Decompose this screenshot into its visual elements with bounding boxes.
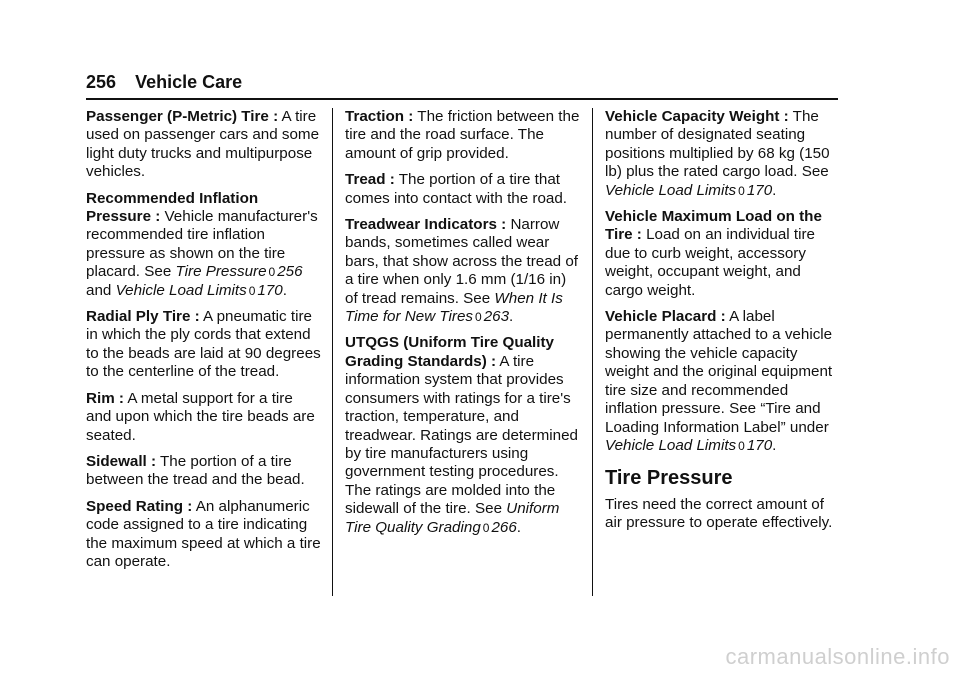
page-ref-number[interactable]: 170 [746,436,773,454]
definition-term: Vehicle Maximum Load on the Tire : [605,208,822,244]
definition-term: Vehicle Placard : [605,308,726,326]
definition-term: Rim : [86,389,124,407]
page-ref-icon: 0 [482,520,490,535]
cross-reference-link[interactable]: Tire Pressure [175,263,267,281]
cross-reference-link[interactable]: When It Is Time for New Tires [345,289,563,326]
definition-entry: Vehicle Maximum Load on the Tire : Load on an individual tire due to curb weight, accessory weight, occupant weight, and cargo weight. [605,208,822,299]
watermark: carmanualsonline.info [725,644,950,669]
definition-entry: Passenger (P-Metric) Tire : A tire used on passenger cars and some light duty trucks and multipurpose vehicles. [86,108,320,181]
cross-reference-link[interactable]: Vehicle Load Limits [605,436,737,454]
cross-reference-link[interactable]: Vehicle Load Limits [115,281,247,299]
definition-term: Treadwear Indicators : [345,216,507,234]
page-ref-icon: 0 [268,265,276,280]
section-paragraph: Tires need the correct amount of air pressure to operate effectively. [605,495,833,532]
page-ref-icon: 0 [738,438,745,453]
definition-term: Radial Ply Tire : [86,308,200,326]
page-ref-icon: 0 [248,283,256,298]
section-heading: Tire Pressure [605,467,733,490]
cross-reference-link[interactable]: Uniform Tire Quality Grading [345,500,560,536]
definition-entry: Vehicle Placard : A label permanently attached to a vehicle showing the vehicle capacity weight and the original equipment tire size and recommended inflation pressure. See “Tire and Loading Information Label” under Vehicle Load Limits 0 170. [605,308,833,454]
column-divider [592,108,593,596]
page-number: 256 [86,72,117,92]
definition-term: Recommended Inflation Pressure : [86,189,259,226]
page-ref-number[interactable]: 170 [257,281,283,299]
definition-term: Passenger (P-Metric) Tire : [86,108,279,125]
definition-term: Sidewall : [86,452,157,470]
page-ref-number[interactable]: 170 [746,181,773,199]
definition-entry: Vehicle Capacity Weight : The number of designated seating positions multiplied by 68 kg (150 lb) plus the rated cargo load. See Vehicle Load Limits 0 170. [605,108,830,199]
definition-entry: Tread : The portion of a tire that comes into contact with the road. [345,171,568,207]
column-2 [345,108,580,545]
page-ref-number[interactable]: 263 [483,308,510,326]
definition-term: Speed Rating : [86,497,193,515]
header-rule [86,98,838,100]
definition-entry: Recommended Inflation Pressure : Vehicle manufacturer's recommended tire inflation pressure as shown on the tire placard. See Tire Pressure 0 256 and Vehicle Load Limits 0 170. [86,189,318,299]
section-title: Vehicle Care [135,72,243,92]
column-3 [605,108,841,541]
page-ref-number[interactable]: 256 [277,263,303,281]
definition-entry: Speed Rating : An alphanumeric code assigned to a tire indicating the maximum speed at which a tire can operate. [86,497,321,570]
page-ref-icon: 0 [738,183,745,198]
cross-reference-link[interactable]: Vehicle Load Limits [605,181,737,199]
column-1 [86,108,322,579]
page-header [86,72,242,93]
page-ref-number[interactable]: 266 [491,518,517,536]
page-ref-icon: 0 [475,310,482,325]
definition-entry: Sidewall : The portion of a tire between the tread and the bead. [86,452,305,489]
definition-term: Traction : [345,108,414,125]
definition-term: Tread : [345,171,395,189]
definition-entry: Traction : The friction between the tire and the road surface. The amount of grip provided. [345,108,580,162]
definition-term: UTQGS (Uniform Tire Quality Grading Standards) : [345,334,554,370]
definition-entry: Rim : A metal support for a tire and upon which the tire beads are seated. [86,389,315,444]
definition-entry: Radial Ply Tire : A pneumatic tire in which the ply cords that extend to the beads are laid at 90 degrees to the centerline of the tread. [86,308,321,381]
definition-term: Vehicle Capacity Weight : [605,108,789,125]
definition-entry: Treadwear Indicators : Narrow bands, sometimes called wear bars, that show across the tread of a tire when only 1.6 mm (1/16 in) of tread remains. See When It Is Time for New Tires 0 263. [345,216,578,326]
column-divider [332,108,333,596]
definition-entry: UTQGS (Uniform Tire Quality Grading Standards) : A tire information system that provides consumers with ratings for a tire's traction, temperature, and treadwear. Ratings are determined by tire manufacturers using government testing procedures. The ratings are molded into the sidewall of the tire. See Uniform Tire Quality Grading 0 266. [345,334,579,536]
